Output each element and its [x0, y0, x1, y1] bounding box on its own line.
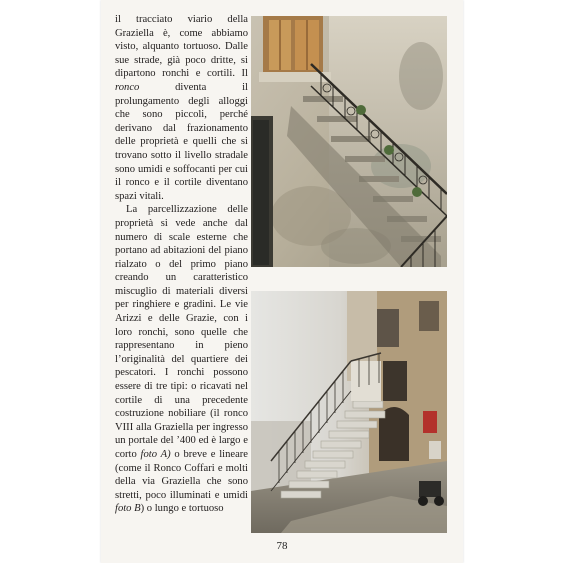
italic-term-ronco: ronco	[115, 81, 140, 93]
book-page	[101, 0, 463, 563]
paragraph-2	[115, 203, 248, 516]
paragraph-1	[115, 13, 248, 203]
photo-staircase-weathered-wall	[251, 16, 447, 267]
page-number: 78	[276, 540, 288, 552]
body-text-column	[115, 13, 248, 516]
photo-reference-a: foto A)	[140, 449, 171, 460]
text-segment: La parcellizzazione delle proprietà si vede anche dal numero di scale esterne che portano ad abitazioni del piano rialzato o del primo piano creando un caratteristico miscuglio di materiali diversi per ringhiere e gradini. Le vie Arizzi e delle Grazie, con i loro ronchi, sono quelle che rappresentano in pieno l’originalità del quartiere dei pescatori. I ronchi possono essere di tre tipi: o ricavati nel cortile di una precedente costruzione nobiliare (il ronco VIII alla Graziella per ingresso un portale del ’400 ed è largo e corto	[115, 204, 248, 460]
text-segment: o breve e lineare (come il Ronco Coffari e molti della via Graziella che sono stretti, poco illuminati e umidi	[115, 449, 249, 501]
photo-reference-b: foto B	[115, 503, 141, 515]
text-segment: ) o lungo e tortuoso	[140, 503, 224, 515]
text-segment: diventa il prolungamento degli alloggi che sono piccoli, perché derivano dal frazionamento delle proprietà e quelli che si trovano sotto il livello stradale sono umidi e soffocanti per cui il ronco e il cortile diventano spazi vitali.	[115, 81, 248, 202]
text-segment: il tracciato viario della Graziella è, come abbiamo visto, alquanto tortuoso. Dalle sue strade, già poco dritte, si dipartono ronchi e cortili. Il	[115, 14, 248, 80]
photo-courtyard-staircase	[251, 291, 447, 533]
